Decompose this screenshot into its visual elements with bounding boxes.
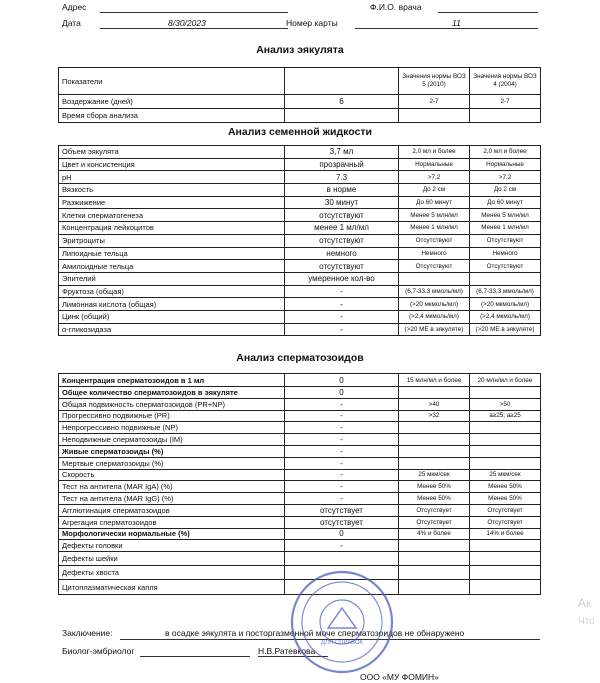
table-row: [59, 398, 541, 410]
table-row: [59, 184, 541, 197]
table-row: [59, 540, 541, 552]
param-name: Неподвижные сперматозоиды (IM): [59, 434, 285, 446]
norm-who4: [470, 434, 541, 446]
round-stamp: [288, 568, 396, 676]
norm-who5: [399, 434, 470, 446]
norm-who4: Отсутствует: [470, 504, 541, 516]
norm-who5: [399, 457, 470, 469]
table-row: [59, 374, 541, 387]
param-name: Прогрессивно подвижные (PR): [59, 410, 285, 422]
norm-who5: Отсутствует: [399, 516, 470, 528]
norm-who4: Отсутствуют: [470, 234, 541, 247]
footer-partial-text: ООО «МУ ФОМИН»: [360, 672, 439, 682]
conclusion-label: Заключение:: [62, 628, 113, 638]
norm-who5: (>2,4 мкмоль/мл): [399, 310, 470, 323]
table-row: [59, 260, 541, 273]
param-value: немного: [285, 247, 399, 260]
param-value: [285, 552, 399, 566]
doctor-line: [438, 12, 538, 13]
norm-who4: (6,7-33,3 ммоль/мл): [470, 285, 541, 298]
signature-line: [140, 656, 250, 657]
norm-who4: 20 млн/мл и более: [470, 374, 541, 387]
header-result: [285, 68, 399, 95]
param-value: -: [285, 298, 399, 311]
norm-who4: [470, 580, 541, 595]
date-label: Дата: [62, 18, 81, 28]
norm-who4: >7,2: [470, 171, 541, 184]
param-name: Непрогрессивно подвижные (NP): [59, 422, 285, 434]
param-value: 7.3: [285, 171, 399, 184]
norm-who5: 25 мкм/сек: [399, 469, 470, 481]
biologist-label: Биолог-эмбриолог: [62, 646, 135, 656]
norm-who4: [470, 552, 541, 566]
param-value: -: [285, 410, 399, 422]
param-value: отсутствует: [285, 516, 399, 528]
table-row: [59, 196, 541, 209]
table-row: [59, 158, 541, 171]
param-value: умеренное кол-во: [285, 272, 399, 285]
norm-who4: >50: [470, 398, 541, 410]
norm-who5: >32: [399, 410, 470, 422]
norm-who5: [399, 109, 470, 123]
param-name: Живые сперматозоиды (%): [59, 445, 285, 457]
param-name: Лимонная кислота (общая): [59, 298, 285, 311]
param-value: в норме: [285, 184, 399, 197]
param-value: отсутствуют: [285, 234, 399, 247]
param-name: Разжижение: [59, 196, 285, 209]
table-row: [59, 516, 541, 528]
table-row: [59, 481, 541, 493]
norm-who4: 25 мкм/сек: [470, 469, 541, 481]
header-who4: Значения нормы ВОЗ 4 (2004): [470, 68, 541, 95]
norm-who5: Немного: [399, 247, 470, 260]
watermark-line1: Ак: [578, 596, 592, 610]
table-row: [59, 445, 541, 457]
param-name: Эпителий: [59, 272, 285, 285]
norm-who5: [399, 272, 470, 285]
norm-who5: (>20 МЕ в эякуляте): [399, 323, 470, 336]
table-row: [59, 387, 541, 399]
param-value: [285, 109, 399, 123]
norm-who5: [399, 540, 470, 552]
param-name: Общая подвижность сперматозоидов (PR+NP): [59, 398, 285, 410]
norm-who5: Нормальные: [399, 158, 470, 171]
norm-who4: До 60 минут: [470, 196, 541, 209]
param-value: -: [285, 323, 399, 336]
norm-who4: [470, 387, 541, 399]
param-name: Эритроциты: [59, 234, 285, 247]
section-title-ejaculate: Анализ эякулята: [256, 44, 344, 56]
param-value: 6: [285, 95, 399, 109]
table-row: [59, 410, 541, 422]
norm-who5: Менее 1 млн/мл: [399, 222, 470, 235]
header-parameters: Показатели: [59, 68, 285, 95]
stamp-label: ДЛЯ СПРАВОК: [320, 640, 364, 646]
norm-who5: [399, 445, 470, 457]
table-row: [59, 285, 541, 298]
norm-who4: a≥25; a≥25: [470, 410, 541, 422]
norm-who5: Отсутствуют: [399, 234, 470, 247]
section-title-sperm: Анализ сперматозоидов: [236, 352, 364, 364]
param-name: Общее количество сперматозоидов в эякуляте: [59, 387, 285, 399]
param-value: 0: [285, 528, 399, 540]
table-row: [59, 146, 541, 159]
table-row: [59, 457, 541, 469]
param-value: -: [285, 422, 399, 434]
norm-who5: 2-7: [399, 95, 470, 109]
norm-who4: (>20 мкмоль/мл): [470, 298, 541, 311]
param-name: Амилоидные тельца: [59, 260, 285, 273]
norm-who5: Менее 50%: [399, 481, 470, 493]
table-row: [59, 272, 541, 285]
table-row: [59, 552, 541, 566]
param-value: прозрачный: [285, 158, 399, 171]
param-value: 30 минут: [285, 196, 399, 209]
norm-who4: (>20 МЕ в эякуляте): [470, 323, 541, 336]
card-label: Номер карты: [286, 18, 338, 28]
stamp-inner-ring: [320, 600, 364, 644]
param-value: отсутствуют: [285, 209, 399, 222]
param-name: Фруктоза (общая): [59, 285, 285, 298]
param-value: -: [285, 540, 399, 552]
norm-who4: [470, 272, 541, 285]
param-value: отсутствует: [285, 504, 399, 516]
stamp-middle-ring: [302, 582, 382, 662]
norm-who5: 4% и более: [399, 528, 470, 540]
stamp-outer-ring: [292, 572, 392, 672]
param-name: Тест на антитела (MAR IgA) (%): [59, 481, 285, 493]
param-name: pH: [59, 171, 285, 184]
norm-who5: До 60 минут: [399, 196, 470, 209]
param-name: α-гликозидаза: [59, 323, 285, 336]
param-name: Агглютинация сперматозоидов: [59, 504, 285, 516]
norm-who4: 14% и более: [470, 528, 541, 540]
norm-who5: 2,0 мл и более: [399, 146, 470, 159]
norm-who4: Отсутствует: [470, 516, 541, 528]
date-line: [100, 28, 288, 29]
norm-who5: [399, 422, 470, 434]
norm-who5: 15 млн/мл и более: [399, 374, 470, 387]
param-name: Концентрация сперматозоидов в 1 мл: [59, 374, 285, 387]
norm-who4: [470, 422, 541, 434]
table-row: [59, 298, 541, 311]
param-value: 0: [285, 387, 399, 399]
norm-who4: Нормальные: [470, 158, 541, 171]
table-row: [59, 247, 541, 260]
norm-who4: Отсутствуют: [470, 260, 541, 273]
norm-who5: Менее 50%: [399, 493, 470, 505]
norm-who4: Менее 1 млн/мл: [470, 222, 541, 235]
param-value: отсутствуют: [285, 260, 399, 273]
param-name: Цинк (общий): [59, 310, 285, 323]
card-value: 11: [452, 18, 461, 28]
norm-who5: [399, 566, 470, 580]
header-who5: Значения нормы ВОЗ 5 (2010): [399, 68, 470, 95]
param-name: Воздержание (дней): [59, 95, 285, 109]
norm-who5: (>20 мкмоль/мл): [399, 298, 470, 311]
param-value: -: [285, 457, 399, 469]
norm-who4: [470, 445, 541, 457]
param-name: Цитоплазматическая капля: [59, 580, 285, 595]
param-name: Дефекты шейки: [59, 552, 285, 566]
param-name: Клетки сперматогенеза: [59, 209, 285, 222]
param-name: Липоидные тельца: [59, 247, 285, 260]
param-name: Вязкость: [59, 184, 285, 197]
param-value: -: [285, 310, 399, 323]
table-row: [59, 504, 541, 516]
address-line: [100, 12, 288, 13]
param-name: Мертвые сперматозоиды (%): [59, 457, 285, 469]
table-row: [59, 109, 541, 123]
norm-who4: Менее 5 млн/мл: [470, 209, 541, 222]
conclusion-text: в осадке эякулята и посторгазменной моче сперматозоидов не обнаружено: [165, 628, 465, 638]
param-name: Дефекты головки: [59, 540, 285, 552]
norm-who4: Менее 50%: [470, 493, 541, 505]
param-name: Тест на антитела (MAR IgG) (%): [59, 493, 285, 505]
norm-who4: 2,0 мл и более: [470, 146, 541, 159]
norm-who5: (6,7-33,3 ммоль/мл): [399, 285, 470, 298]
norm-who5: [399, 580, 470, 595]
norm-who4: Немного: [470, 247, 541, 260]
param-value: -: [285, 469, 399, 481]
table-row: [59, 493, 541, 505]
param-value: -: [285, 493, 399, 505]
ejaculate-table: [58, 67, 541, 123]
table-row: [59, 323, 541, 336]
norm-who4: [470, 540, 541, 552]
norm-who5: До 2 см: [399, 184, 470, 197]
param-value: -: [285, 398, 399, 410]
table-row: [59, 95, 541, 109]
table-row: [59, 310, 541, 323]
date-value: 8/30/2023: [168, 18, 206, 28]
norm-who5: >40: [399, 398, 470, 410]
biologist-name: Н.В.Ратевкова: [258, 646, 316, 656]
table-row: [59, 171, 541, 184]
norm-who5: [399, 387, 470, 399]
stamp-emblem: [328, 608, 356, 628]
sperm-table: [58, 373, 541, 595]
param-name: Цвет и консистенция: [59, 158, 285, 171]
norm-who4: (>2,4 мкмоль/мл): [470, 310, 541, 323]
param-value: -: [285, 481, 399, 493]
norm-who5: >7,2: [399, 171, 470, 184]
norm-who5: [399, 552, 470, 566]
norm-who4: До 2 см: [470, 184, 541, 197]
address-label: Адрес: [62, 2, 87, 12]
card-line: [355, 28, 538, 29]
param-value: -: [285, 285, 399, 298]
param-value: 0: [285, 374, 399, 387]
table-row: [59, 528, 541, 540]
norm-who4: [470, 109, 541, 123]
norm-who5: Отсутствует: [399, 504, 470, 516]
param-name: Агрегация сперматозоидов: [59, 516, 285, 528]
param-value: -: [285, 445, 399, 457]
param-name: Морфологически нормальные (%): [59, 528, 285, 540]
table-row: [59, 422, 541, 434]
param-name: Дефекты хвоста: [59, 566, 285, 580]
param-name: Время сбора анализа: [59, 109, 285, 123]
seminal-fluid-table: [58, 145, 541, 336]
norm-who4: [470, 457, 541, 469]
table-row: [59, 209, 541, 222]
doctor-label: Ф.И.О. врача: [370, 2, 422, 12]
norm-who5: Отсутствуют: [399, 260, 470, 273]
table-row: [59, 234, 541, 247]
section-title-seminal-fluid: Анализ семенной жидкости: [227, 126, 373, 138]
param-value: 3,7 мл: [285, 146, 399, 159]
table-row: [59, 434, 541, 446]
table-row: [59, 222, 541, 235]
norm-who4: [470, 566, 541, 580]
norm-who4: Менее 50%: [470, 481, 541, 493]
param-name: Концентрация лейкоцитов: [59, 222, 285, 235]
norm-who5: Менее 5 млн/мл: [399, 209, 470, 222]
param-value: менее 1 мл/мл: [285, 222, 399, 235]
table-header-row: [59, 68, 541, 95]
table-row: [59, 469, 541, 481]
watermark-line2: Что: [578, 616, 595, 627]
param-value: -: [285, 434, 399, 446]
param-name: Скорость: [59, 469, 285, 481]
norm-who4: 2-7: [470, 95, 541, 109]
param-name: Объем эякулята: [59, 146, 285, 159]
